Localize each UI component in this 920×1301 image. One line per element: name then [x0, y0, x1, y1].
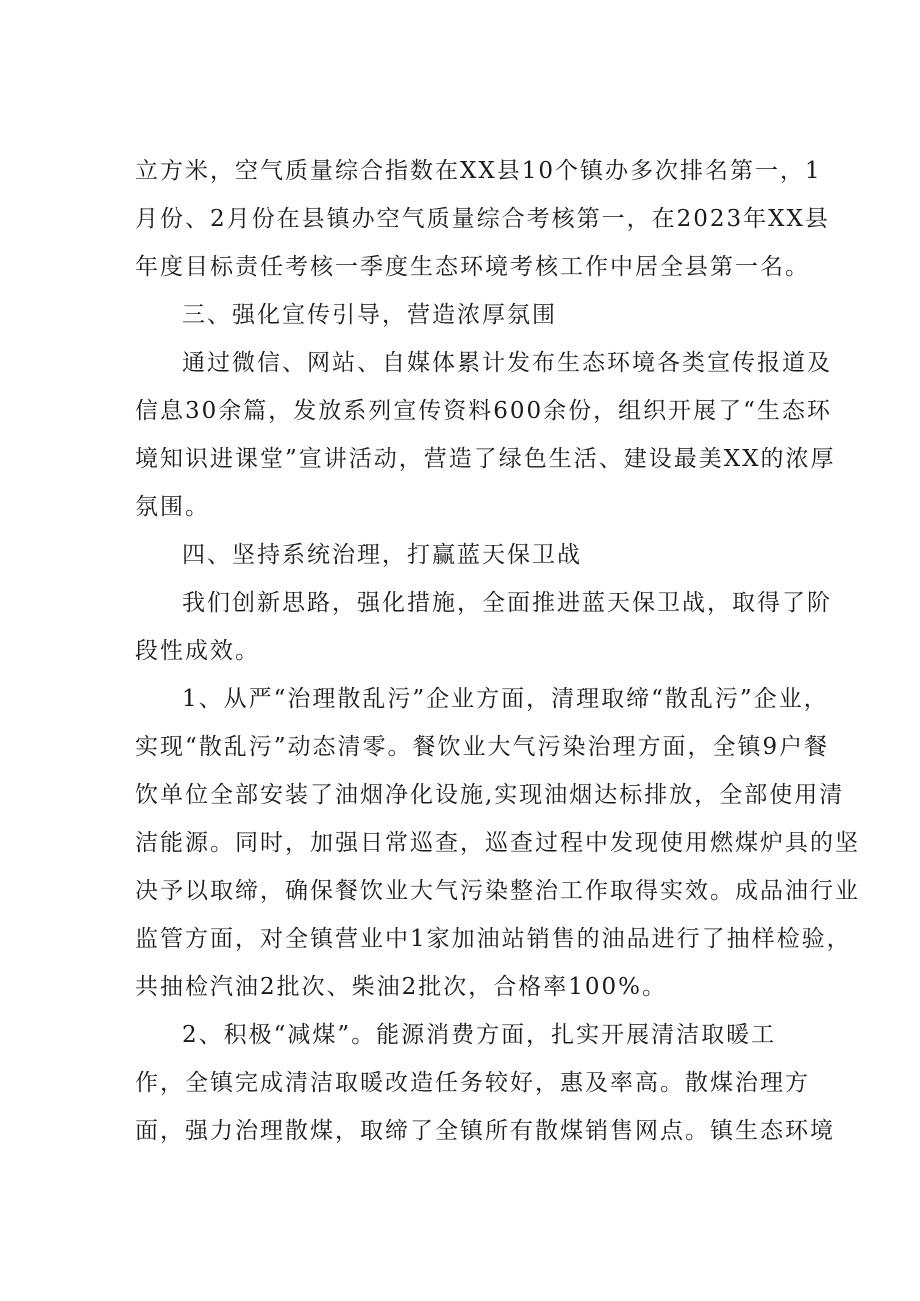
text-line: 段性成效。	[135, 638, 260, 664]
text-line: 面，强力治理散煤，取缔了全镇所有散煤销售网点。镇生态环境	[135, 1118, 835, 1144]
text-line: 饮单位全部安装了油烟净化设施,实现油烟达标排放，全部使用清	[135, 782, 845, 808]
text-line: 实现“散乱污”动态清零。餐饮业大气污染治理方面，全镇9户餐	[135, 734, 830, 760]
text-line: 信息30余篇，发放系列宣传资料600余份，组织开展了“生态环	[135, 398, 832, 424]
text-line: 2、积极“减煤”。能源消费方面，扎实开展清洁取暖工	[182, 1022, 777, 1048]
text-line: 1、从严“治理散乱污”企业方面，清理取缔“散乱污”企业，	[182, 686, 829, 712]
text-line: 氛围。	[135, 494, 210, 520]
text-line: 年度目标责任考核一季度生态环境考核工作中居全县第一名。	[135, 254, 810, 280]
text-line: 洁能源。同时，加强日常巡查，巡查过程中发现使用燃煤炉具的坚	[135, 830, 860, 856]
text-line: 共抽检汽油2批次、柴油2批次，合格率100%。	[135, 974, 668, 1000]
section-heading: 四、坚持系统治理，打赢蓝天保卫战	[182, 542, 582, 568]
text-line: 境知识进课堂”宣讲活动，营造了绿色生活、建设最美XX的浓厚	[135, 446, 836, 472]
text-line: 月份、2月份在县镇办空气质量综合考核第一，在2023年XX县	[135, 206, 830, 232]
section-heading: 三、强化宣传引导，营造浓厚氛围	[182, 302, 557, 328]
text-line: 决予以取缔，确保餐饮业大气污染整治工作取得实效。成品油行业	[135, 878, 860, 904]
text-line: 通过微信、网站、自媒体累计发布生态环境各类宣传报道及	[182, 350, 832, 376]
text-line: 立方米，空气质量综合指数在XX县10个镇办多次排名第一，1	[135, 158, 822, 184]
text-line: 监管方面，对全镇营业中1家加油站销售的油品进行了抽样检验，	[135, 926, 852, 952]
text-line: 作，全镇完成清洁取暖改造任务较好，惠及率高。散煤治理方	[135, 1070, 810, 1096]
text-line: 我们创新思路，强化措施，全面推进蓝天保卫战，取得了阶	[182, 590, 832, 616]
